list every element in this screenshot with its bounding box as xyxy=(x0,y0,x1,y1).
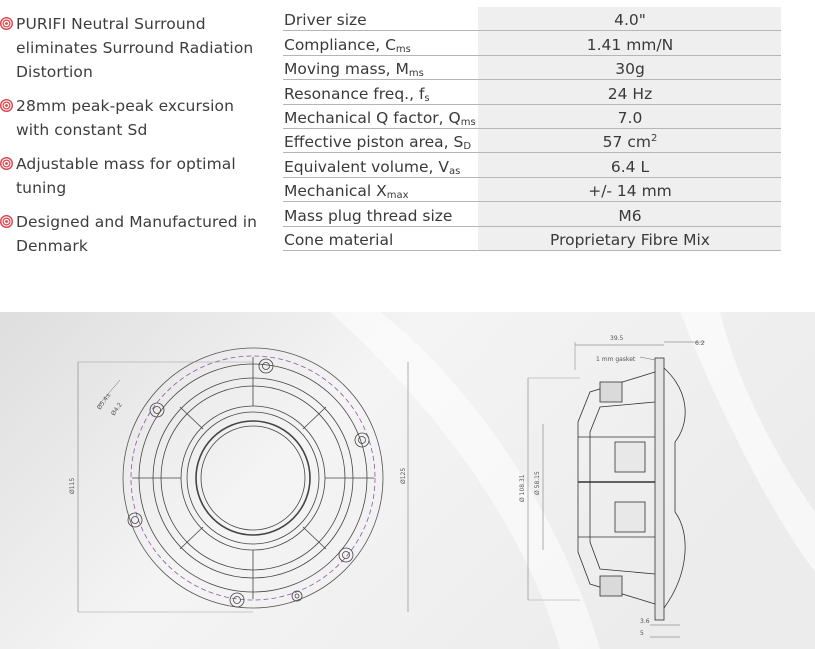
feature-text: Adjustable mass for optimal tuning xyxy=(16,155,236,197)
spec-value: 30g xyxy=(478,55,781,79)
spec-value: 7.0 xyxy=(478,104,781,128)
feature-text: Designed and Manufactured in Denmark xyxy=(16,213,258,255)
dimension-label: Ø 108.31 xyxy=(519,474,526,502)
spec-label: Effective piston area, $S_D$ xyxy=(283,128,478,152)
spec-label: Compliance, $C_{ms}$ xyxy=(283,31,478,55)
spec-row xyxy=(283,7,781,31)
voice-coil xyxy=(615,502,645,532)
target-bullet-icon xyxy=(0,17,13,30)
feature-item xyxy=(0,152,262,200)
dimension-label: Ø 58.15 xyxy=(534,471,541,495)
spec-label: Cone material xyxy=(283,226,478,250)
feature-item xyxy=(0,94,262,142)
spec-row xyxy=(283,202,781,226)
spec-value: 57 $cm^2$ xyxy=(478,128,781,152)
voice-coil xyxy=(615,442,645,472)
spec-value: +/- 14 mm xyxy=(478,177,781,201)
dimension-label: 1 mm gasket xyxy=(596,356,636,363)
flange xyxy=(655,358,664,620)
spec-value: Proprietary Fibre Mix xyxy=(478,226,781,250)
dimension-label: Ø5.4± xyxy=(95,391,113,412)
magnet-block xyxy=(600,576,622,596)
feature-list xyxy=(0,12,262,268)
feature-text: 28mm peak-peak excursion with constant Sd xyxy=(16,97,235,139)
spec-row xyxy=(283,55,781,79)
spec-value: 1.41 mm/N xyxy=(478,31,781,55)
dimension-label: Ø125 xyxy=(400,467,407,484)
spec-row xyxy=(283,80,781,104)
spec-value: 6.4 L xyxy=(478,153,781,177)
spec-row xyxy=(283,104,781,128)
dimension-label: 6.2 xyxy=(695,340,705,347)
feature-text: PURIFI Neutral Surround eliminates Surround Radiation Distortion xyxy=(16,15,254,81)
technical-drawing xyxy=(0,312,815,649)
spec-row xyxy=(283,226,781,250)
spec-label: Equivalent volume, $V_{as}$ xyxy=(283,153,478,177)
spec-table xyxy=(283,7,781,251)
target-bullet-icon xyxy=(0,157,13,170)
spec-label: Mass plug thread size xyxy=(283,202,478,226)
spec-row xyxy=(283,31,781,55)
spec-value: 24 Hz xyxy=(478,80,781,104)
dimension-label: 3.6 xyxy=(640,618,650,625)
target-bullet-icon xyxy=(0,99,13,112)
dimension-label: 5 xyxy=(640,630,644,637)
dimension-label: Ø115 xyxy=(69,477,76,494)
dimension-label: Ø4.2 xyxy=(109,401,124,418)
spec-row xyxy=(283,177,781,201)
spec-label: Driver size xyxy=(283,7,478,31)
spec-value: M6 xyxy=(478,202,781,226)
target-bullet-icon xyxy=(0,215,13,228)
feature-item xyxy=(0,210,262,258)
spec-label: Moving mass, $M_{ms}$ xyxy=(283,55,478,79)
spec-label: Mechanical Q factor, $Q_{ms}$ xyxy=(283,104,478,128)
dimension-label: 39.5 xyxy=(610,335,624,342)
spec-row xyxy=(283,128,781,152)
spec-label: Mechanical $X_{max}$ xyxy=(283,177,478,201)
magnet-block xyxy=(600,382,622,402)
spec-label: Resonance freq., $f_s$ xyxy=(283,80,478,104)
spec-row xyxy=(283,153,781,177)
feature-item xyxy=(0,12,262,84)
spec-value: 4.0" xyxy=(478,7,781,31)
